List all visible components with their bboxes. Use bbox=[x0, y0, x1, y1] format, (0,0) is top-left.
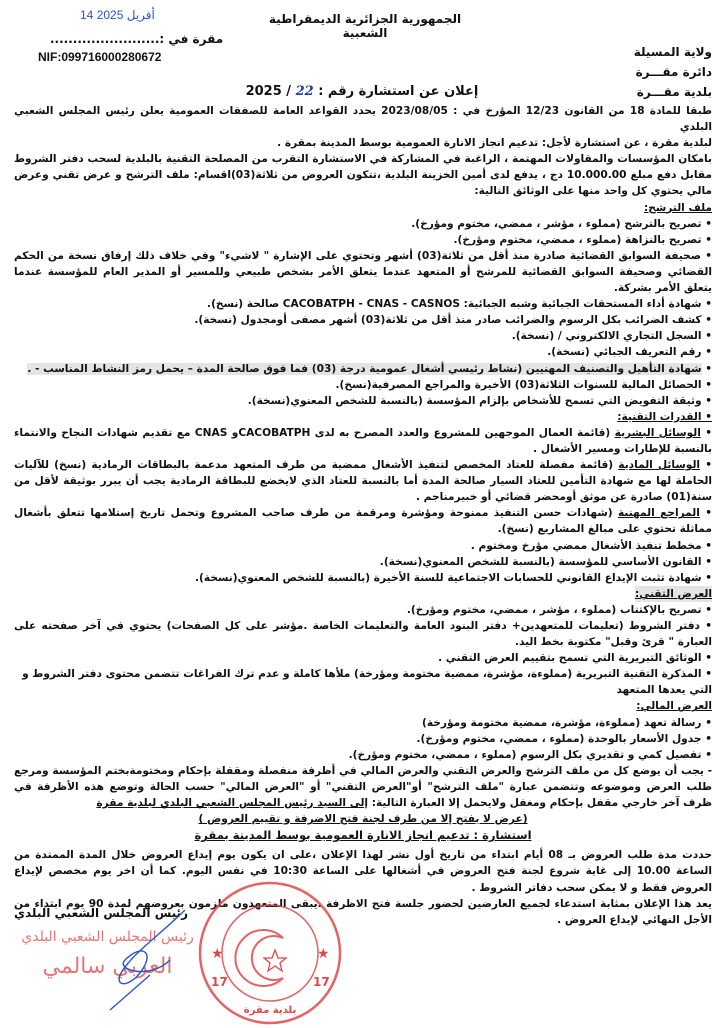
stamp-name: العربي سالمي bbox=[42, 954, 173, 979]
closing-paragraph: حددت مدة طلب العروض بـ 08 أيام ابتداء من تاريخ أول نشر لهذا الإعلان ،على ان يكون يوم إيداع العروض خلال المدة الممتدة من الساعة 10.00 إلى غاية شروع لجنة فتح العروض في أشغالها على الساعة 10:30 في نفس اليوم. كما أن اخر يوم مخصص لإيداع العروض فقط و لا يمكن سحب دفاتر الشروط . bbox=[14, 849, 712, 894]
stamp-role: رئيس المجلس الشعبي البلدي bbox=[21, 929, 194, 945]
svg-text:★: ★ bbox=[211, 946, 224, 962]
list-item: • وثيقة التفويض التي تسمح للأشخاص بإلزام المؤسسة (بالنسبة للشخص المعنوي(نسخة). bbox=[14, 393, 712, 409]
list-item: • رقم التعريف الجبائي (نسخة). bbox=[14, 344, 712, 360]
intro-paragraph: بامكان المؤسسات والمقاولات المهتمة ، الراغبة في المشاركة في الاستشارة التقرب من المصلحة التقنية بالبلدية لسحب دفتر الشروط مقابل دفع مبلغ 10.000.00 دج ، يدفع لدى أمين الخزينة البلدية ،تتكون العروض من ثلاثة(03)اقسام: ملف الترشح و عرض تقني وعرض مالي يحتوي كل واحد منها على الوثائق التالية: bbox=[14, 153, 712, 198]
handwritten-signature bbox=[90, 905, 200, 1015]
list-item: • مخطط تنفيذ الأشغال ممضي مؤرخ ومختوم . bbox=[14, 538, 712, 554]
section-heading-candidature: ملف الترشح: bbox=[643, 201, 712, 214]
list-item: • الحصائل المالية للسنوات الثلاثة(03) الأخيرة والمراجع المصرفية(نسخ). bbox=[14, 377, 712, 393]
item-label: الوسائل البشرية bbox=[614, 426, 701, 439]
list-item: • تصريح بالترشح (مملوء ، مؤشر ، ممضي، مختوم ومؤرخ). bbox=[14, 216, 712, 232]
closing-paragraph: يعد هذا الإعلان بمثابة استدعاء لجميع العارضين لحضور جلسة فتح الاظرفة .يبقى المتعهدون ملزمون بعروضهم لمدة 90 يوم ابتداء من الأجل النهائي لإيداع العروض . bbox=[14, 897, 712, 926]
list-item bbox=[14, 505, 712, 537]
official-seal bbox=[195, 878, 345, 1028]
item-label: الوسائل المادية bbox=[618, 459, 701, 472]
consultation-number: 22 bbox=[295, 84, 314, 99]
list-item: • صحيفة السوابق القضائية صادرة منذ أقل من ثلاثة(03) أشهر وتحتوي على الإشارة " لاشيء" وفي خلاف ذلك إرفاق نسخة من الحكم القضائي وصحيفة السوابق القضائية للمرشح أو المتعهد عندما يتعلق الأمر بشخص طبيعي وللمسير أو المدير العام للمؤسسة عندما يتعلق الأمر بشركة. bbox=[14, 248, 712, 296]
section-heading-financial: العرض المالي: bbox=[636, 700, 712, 713]
list-item: • شهادة تثبت الإيداع القانوني للحسابات الاجتماعية للسنة الأخيرة (بالنسبة للشخص المعنوي(نسخة). bbox=[14, 570, 712, 586]
daira: دائرة مقـــرة bbox=[635, 65, 712, 79]
list-item: • جدول الأسعار بالوحدة (مملوء ، ممضي، مختوم ومؤرخ). bbox=[14, 731, 712, 747]
item-text: (شهادات حسن التنفيذ ممنوحة ومؤشرة ومرقمة من طرف صاحب المشروع وتحمل تاريخ إستلامها تتعلق بأشغال مماثلة تحتوي على مبالغ المشاريع (نسخ). bbox=[14, 507, 712, 536]
seal-number: 17 bbox=[211, 975, 228, 989]
envelope-notice: (عرض لا يفتح إلا من طرف لجنة فتح الاضرفة و تقييم العروض ) bbox=[198, 813, 528, 826]
list-item: • المذكرة التقنية التبريرية (مملوءة، مؤشرة، ممضية مختومة ومؤرخة) ملأها كاملة و عدم ترك الفراغات تتضمن محتوى دفتر الشروط و التي يعدها المتعهد bbox=[14, 666, 712, 698]
intro-paragraph: طبقا للمادة 18 من القانون 12/23 المؤرخ في : 2023/08/05 يحدد القواعد العامة للصفقات العمومية يعلن رئيس المجلس الشعبي البلدي bbox=[14, 105, 713, 134]
announcement-body bbox=[14, 103, 712, 928]
list-item bbox=[14, 457, 712, 505]
intro-paragraph: لبلدية مقرة ، عن استشارة لأجل: تدعيم انجاز الانارة العمومية بوسط المدينة بمقرة . bbox=[277, 137, 712, 150]
list-item: • كشف الضرائب بكل الرسوم والضرائب صادر منذ أقل من ثلاثة(03) أشهر مصفى أومجدول (نسخة). bbox=[14, 312, 712, 328]
envelope-instructions bbox=[14, 763, 712, 811]
section-heading-technical: العرض التقني: bbox=[635, 586, 712, 602]
list-item: • تفصيل كمي و تقديري بكل الرسوم (مملوء ، ممضي، مختوم ومؤرخ). bbox=[14, 747, 712, 763]
section-heading-capacities: • القدرات التقنية: bbox=[14, 409, 712, 425]
date-stamp: 14 أفريل 2025 bbox=[80, 8, 155, 22]
list-item: • دفتر الشروط (تعليمات للمتعهدين+ دفتر البنود العامة والتعليمات الخاصة .مؤشر على كل الصفحات) يحتوي في آخر صفحته على العبارة " قرئ وقبل" مكتوبة بخط اليد. bbox=[14, 618, 712, 650]
list-item: • رسالة تعهد (مملوءة، مؤشرة، ممضية مختومة ومؤرخة) bbox=[14, 715, 712, 731]
republic-heading: الجمهورية الجزائرية الديمقراطية الشعبية bbox=[268, 12, 462, 40]
item-text: (قائمة العمال الموجهين للمشروع والعدد المصرح به لدى CACOBATPHو CNAS مع تقديم شهادات النجاح والانتماء بالنسبة للإطارات ومسير الأشغال . bbox=[14, 426, 712, 455]
seal-number: 17 bbox=[313, 975, 330, 989]
announcement-title bbox=[0, 84, 724, 99]
list-item: • القانون الأساسي للمؤسسة (بالنسبة للشخص المعنوي(نسخة). bbox=[14, 554, 712, 570]
wilaya: ولاية المسيلة bbox=[633, 45, 712, 59]
list-item: • تصريح بالإكتتاب (مملوء ، مؤشر ، ممضي، مختوم ومؤرخ). bbox=[14, 602, 712, 618]
item-label: المراجع المهنية bbox=[617, 507, 700, 520]
highlighted-text: شهادة التأهيل والتصنيف المهنيين (نشاط رئيسي أشغال عمومية درجة (03) فما فوق صالحة المدة – يحمل رمز النشاط المناسب - . bbox=[27, 362, 702, 375]
commune: بلدية مقـــرة bbox=[636, 85, 712, 99]
signatory-title: رئيس المجلس الشعبي البلدي bbox=[14, 906, 188, 920]
list-item: • الوثائق التبريرية التي تسمح بتقييم العرض التقني . bbox=[14, 650, 712, 666]
list-item: • السجل التجاري الالكتروني / (نسخة). bbox=[14, 328, 712, 344]
seal-text: بلدية مقرة bbox=[243, 1005, 297, 1016]
envelope-address: إلى السيد رئيس المجلس الشعبي البلدي لبلدية مقرة bbox=[96, 797, 369, 810]
title-prefix: إعلان عن استشارة رقم : bbox=[318, 84, 479, 99]
item-text: (قائمة مفصلة للعتاد المخصص لتنفيذ الأشغال ممضية من طرف المتعهد مدعمة بالبطاقات الرمادية (نسخ) للآليات الحاملة لها مع شهادة التأمين للعتاد السيار صالحة المدة أما بالنسبة للعتاد الذي لايخضع للبطاقة الرمادية يجب أن يبرر بوثيقة لأقل من سنة(01) صادرة عن موثق أومحضر قضائي أو خبيرمناجم . bbox=[14, 459, 712, 504]
list-item: • تصريح بالنزاهة (مملوء ، ممضي، مختوم ومؤرخ). bbox=[14, 232, 712, 248]
made-in-line: مقرة في :........................ bbox=[50, 32, 224, 46]
nif-number: NIF:099716000280672 bbox=[38, 50, 162, 64]
svg-text:★: ★ bbox=[317, 946, 330, 962]
list-item bbox=[14, 361, 712, 377]
envelope-text: - يجب أن يوضع كل من ملف الترشح والعرض التقني والعرض المالي في أظرفة منفصلة ومقفلة بإحكام ومختومةبختم المؤسسة ومرجع طلب العرض وموضوعه وتتضمن عبارة "ملف الترشح" أو"العرض التقني" أو "العرض المالي" حسب الحالة وتوضع هذه الأظرفة في ظرف آخر خارجي مقفل بإحكام ومغفل ولايحمل إلا العبارة التالية: bbox=[14, 764, 712, 810]
list-item bbox=[14, 425, 712, 457]
title-year: / 2025 bbox=[245, 84, 292, 99]
envelope-subject: استشارة : تدعيم انجاز الانارة العمومية بوسط المدينة بمقرة bbox=[194, 828, 532, 843]
list-item: • شهادة أداء المستحقات الجبائية وشبه الجبائية: CACOBATPH - CNAS - CASNOS صالحة (نسخ). bbox=[14, 296, 712, 312]
